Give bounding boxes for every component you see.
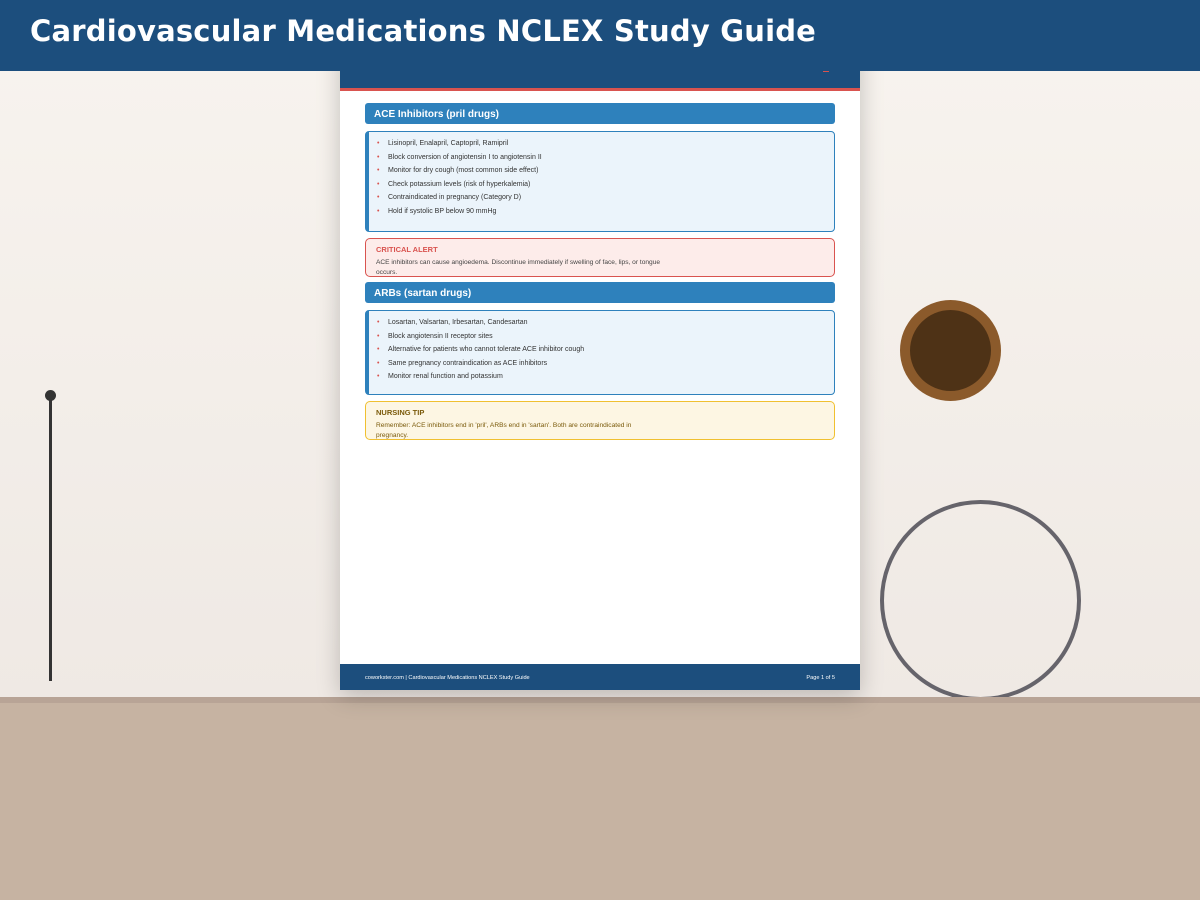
list-item: • Monitor for dry cough (most common side effect) (377, 164, 834, 178)
bullet-icon: • (377, 140, 380, 147)
pen (49, 395, 52, 681)
coffee (910, 310, 991, 391)
study-guide-page (340, 40, 860, 690)
page-header-accent (340, 88, 860, 91)
list-item: • Alternative for patients who cannot tolerate ACE inhibitor cough (377, 343, 834, 357)
section-heading-arb: ARBs (sartan drugs) (365, 282, 835, 303)
list-item: • Block conversion of angiotensin I to angiotensin II (377, 151, 834, 165)
section-heading-ace: ACE Inhibitors (pril drugs) (365, 103, 835, 124)
bullet-icon: • (377, 207, 380, 215)
bullet-icon: • (377, 359, 380, 367)
ace-key-points-box (365, 131, 835, 232)
bullet-icon: • (377, 332, 380, 340)
nursing-tip-box (365, 401, 835, 440)
page-footer (340, 664, 860, 690)
critical-alert-box (365, 238, 835, 277)
arb-key-points-box (365, 310, 835, 395)
title-bar (0, 0, 1200, 71)
page-title: Cardiovascular Medications NCLEX Study Guide (30, 14, 817, 48)
list-item: • Lisinopril, Enalapril, Captopril, Ramipril (377, 137, 834, 151)
bullet-icon: • (377, 373, 380, 381)
critical-alert-text: ACE inhibitors can cause angioedema. Discontinue immediately if swelling of face, lips, or tongue occurs. (376, 259, 661, 276)
bullet-icon: • (377, 194, 380, 202)
list-item: • Same pregnancy contraindication as ACE inhibitors (377, 357, 834, 371)
page-header-mark (823, 71, 829, 72)
nursing-tip-title: NURSING TIP (376, 408, 425, 417)
coffee-cup (900, 300, 1001, 401)
page-number: Page 1 of 5 (806, 675, 835, 681)
footer-source: coworkster.com | Cardiovascular Medications NCLEX Study Guide (365, 675, 530, 681)
list-item: • Contraindicated in pregnancy (Category D) (377, 191, 834, 205)
list-item: • Check potassium levels (risk of hyperkalemia) (377, 178, 834, 192)
list-item: • Hold if systolic BP below 90 mmHg (377, 205, 834, 219)
list-item: • Monitor renal function and potassium (377, 370, 834, 384)
bullet-icon: • (377, 153, 380, 161)
bullet-icon: • (377, 346, 380, 354)
critical-alert-title: CRITICAL ALERT (376, 245, 438, 254)
arb-list (369, 311, 834, 384)
list-item: • Losartan, Valsartan, Irbesartan, Candesartan (377, 316, 834, 330)
bullet-icon: • (377, 167, 380, 175)
bullet-icon: • (377, 180, 380, 188)
nursing-tip-text: Remember: ACE inhibitors end in 'pril', ARBs end in 'sartan'. Both are contraindicated in pregnancy. (376, 422, 632, 439)
pen-cap (45, 390, 56, 401)
bullet-icon: • (377, 319, 380, 326)
stethoscope-ring (880, 500, 1081, 701)
desk-surface (0, 703, 1200, 900)
list-item: • Block angiotensin II receptor sites (377, 330, 834, 344)
ace-list (369, 132, 834, 219)
